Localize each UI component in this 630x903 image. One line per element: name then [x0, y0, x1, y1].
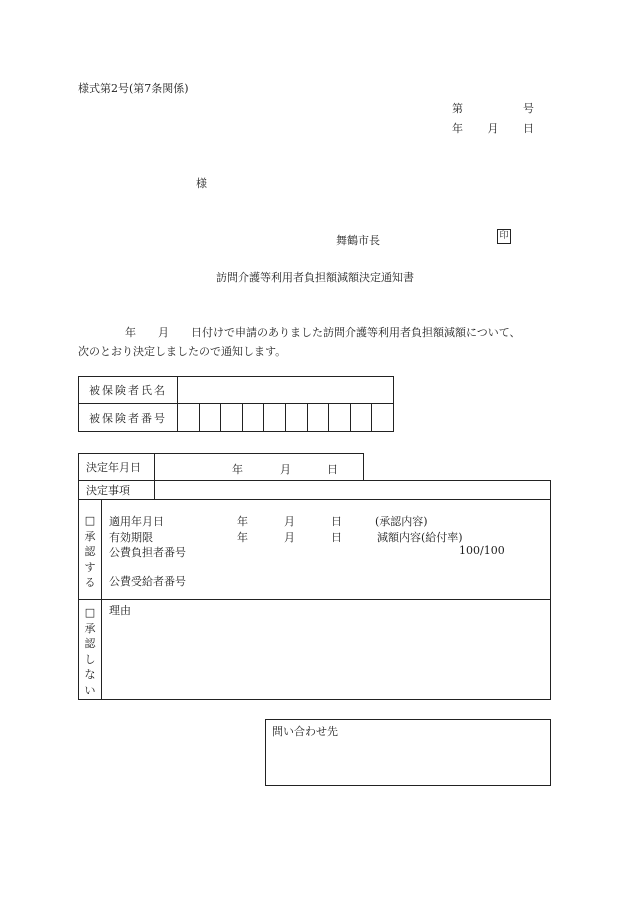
date-year: 年 [452, 122, 463, 135]
insured-number-label: 被保険者番号 [79, 404, 178, 431]
body-line-1 [78, 324, 521, 340]
decision-day: 日 [327, 463, 338, 476]
decision-year: 年 [232, 463, 243, 476]
decision-table [78, 480, 551, 700]
reject-column[interactable] [79, 600, 102, 699]
decision-month: 月 [280, 463, 291, 476]
reduction-label: 減額内容(給付率) [377, 531, 463, 544]
body-line-2: 次のとおり決定しましたので通知します。 [78, 345, 287, 358]
document-title: 訪問介護等利用者負担額減額決定通知書 [216, 271, 414, 284]
approval-content-label: (承認内容) [375, 515, 428, 528]
apply-day: 日 [331, 515, 342, 528]
benefit-rate: 100/100 [459, 544, 505, 557]
apply-date-label: 適用年月日 [109, 515, 164, 528]
reject-char: し [84, 652, 96, 666]
form-number-label: 様式第2号(第7条関係) [78, 82, 189, 95]
contact-box [265, 719, 551, 786]
reject-char: な [84, 668, 96, 681]
decision-date-row [78, 453, 364, 481]
insured-name-label: 被保険者氏名 [79, 377, 178, 403]
number-cell[interactable] [200, 404, 222, 431]
date-month: 月 [487, 122, 499, 135]
body-year: 年 [125, 326, 136, 339]
insured-name-row [79, 377, 393, 404]
valid-period-label: 有効期限 [109, 531, 153, 544]
insured-number-row [79, 404, 393, 431]
reason-label: 理由 [109, 604, 131, 617]
body-text: 日付けで申請のありました訪問介護等利用者負担額減額について、 [191, 326, 521, 339]
addressee-suffix: 様 [196, 177, 207, 190]
number-cell[interactable] [178, 404, 200, 431]
insured-table [78, 376, 394, 432]
reject-char: 承 [84, 621, 96, 635]
public-payer-label: 公費負担者番号 [109, 546, 186, 559]
decision-matter-row [79, 481, 550, 500]
reject-checkbox[interactable]: □ [84, 606, 96, 619]
valid-day: 日 [331, 531, 342, 544]
contact-label: 問い合わせ先 [272, 725, 338, 738]
reject-char: い [84, 683, 96, 697]
decision-matter-label: 決定事項 [79, 481, 155, 499]
approve-section [79, 500, 550, 600]
public-recipient-label: 公費受給者番号 [109, 575, 186, 588]
approve-char: 承 [84, 529, 96, 543]
valid-year: 年 [237, 531, 248, 544]
apply-year: 年 [237, 515, 248, 528]
document-date [452, 120, 534, 136]
approve-column[interactable] [79, 500, 102, 599]
document-number [452, 100, 534, 116]
approve-char: す [84, 560, 96, 574]
number-cell[interactable] [329, 404, 351, 431]
number-cell[interactable] [372, 404, 393, 431]
insured-number-cells [178, 404, 393, 431]
date-day: 日 [523, 122, 534, 135]
reject-section [79, 600, 550, 699]
apply-month: 月 [284, 515, 295, 528]
decision-date-label: 決定年月日 [79, 454, 155, 480]
number-cell[interactable] [308, 404, 330, 431]
number-cell[interactable] [243, 404, 265, 431]
approve-char: 認 [84, 545, 96, 558]
number-cell[interactable] [351, 404, 373, 431]
number-cell[interactable] [286, 404, 308, 431]
valid-month: 月 [284, 531, 295, 544]
number-suffix: 号 [523, 102, 534, 115]
number-prefix: 第 [452, 102, 463, 115]
issuer-name: 舞鶴市長 [336, 234, 380, 247]
approve-checkbox[interactable]: □ [84, 514, 96, 527]
body-month: 月 [158, 326, 169, 339]
approve-char: る [84, 576, 96, 589]
reject-char: 認 [84, 637, 96, 650]
number-cell[interactable] [221, 404, 243, 431]
number-cell[interactable] [264, 404, 286, 431]
seal-mark: 印 [497, 229, 511, 244]
